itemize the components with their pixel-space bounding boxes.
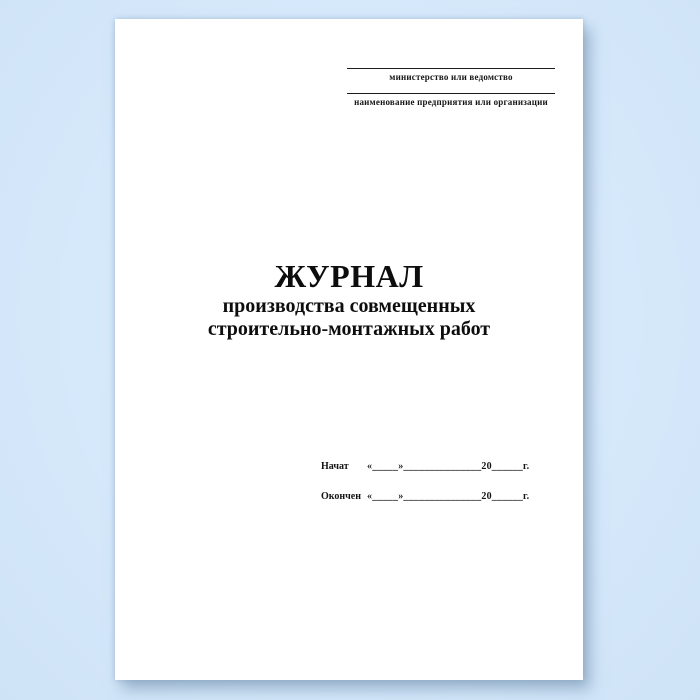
- end-date-row: [321, 491, 529, 502]
- organization-caption: наименование предприятия или организации: [354, 97, 548, 107]
- start-date-label: Начат: [321, 461, 349, 472]
- journal-subtitle-line-1: производства совмещенных: [222, 295, 476, 317]
- journal-title: ЖУРНАЛ: [274, 258, 424, 294]
- dates-block: [321, 461, 529, 521]
- organization-field: [347, 93, 555, 107]
- start-date-row: [321, 461, 529, 472]
- header-fields: [347, 68, 555, 118]
- ministry-field: [347, 68, 555, 82]
- end-date-label: Окончен: [321, 491, 362, 502]
- title-block: [115, 258, 583, 341]
- ministry-caption: министерство или ведомство: [389, 72, 513, 82]
- ministry-blank-line: [347, 68, 555, 69]
- journal-subtitle-line-2: строительно-монтажных работ: [207, 318, 491, 340]
- journal-cover-page: [115, 19, 583, 680]
- end-date-blank: «_____»_______________20______г.: [367, 491, 530, 502]
- organization-blank-line: [347, 93, 555, 94]
- start-date-blank: «_____»_______________20______г.: [367, 461, 530, 472]
